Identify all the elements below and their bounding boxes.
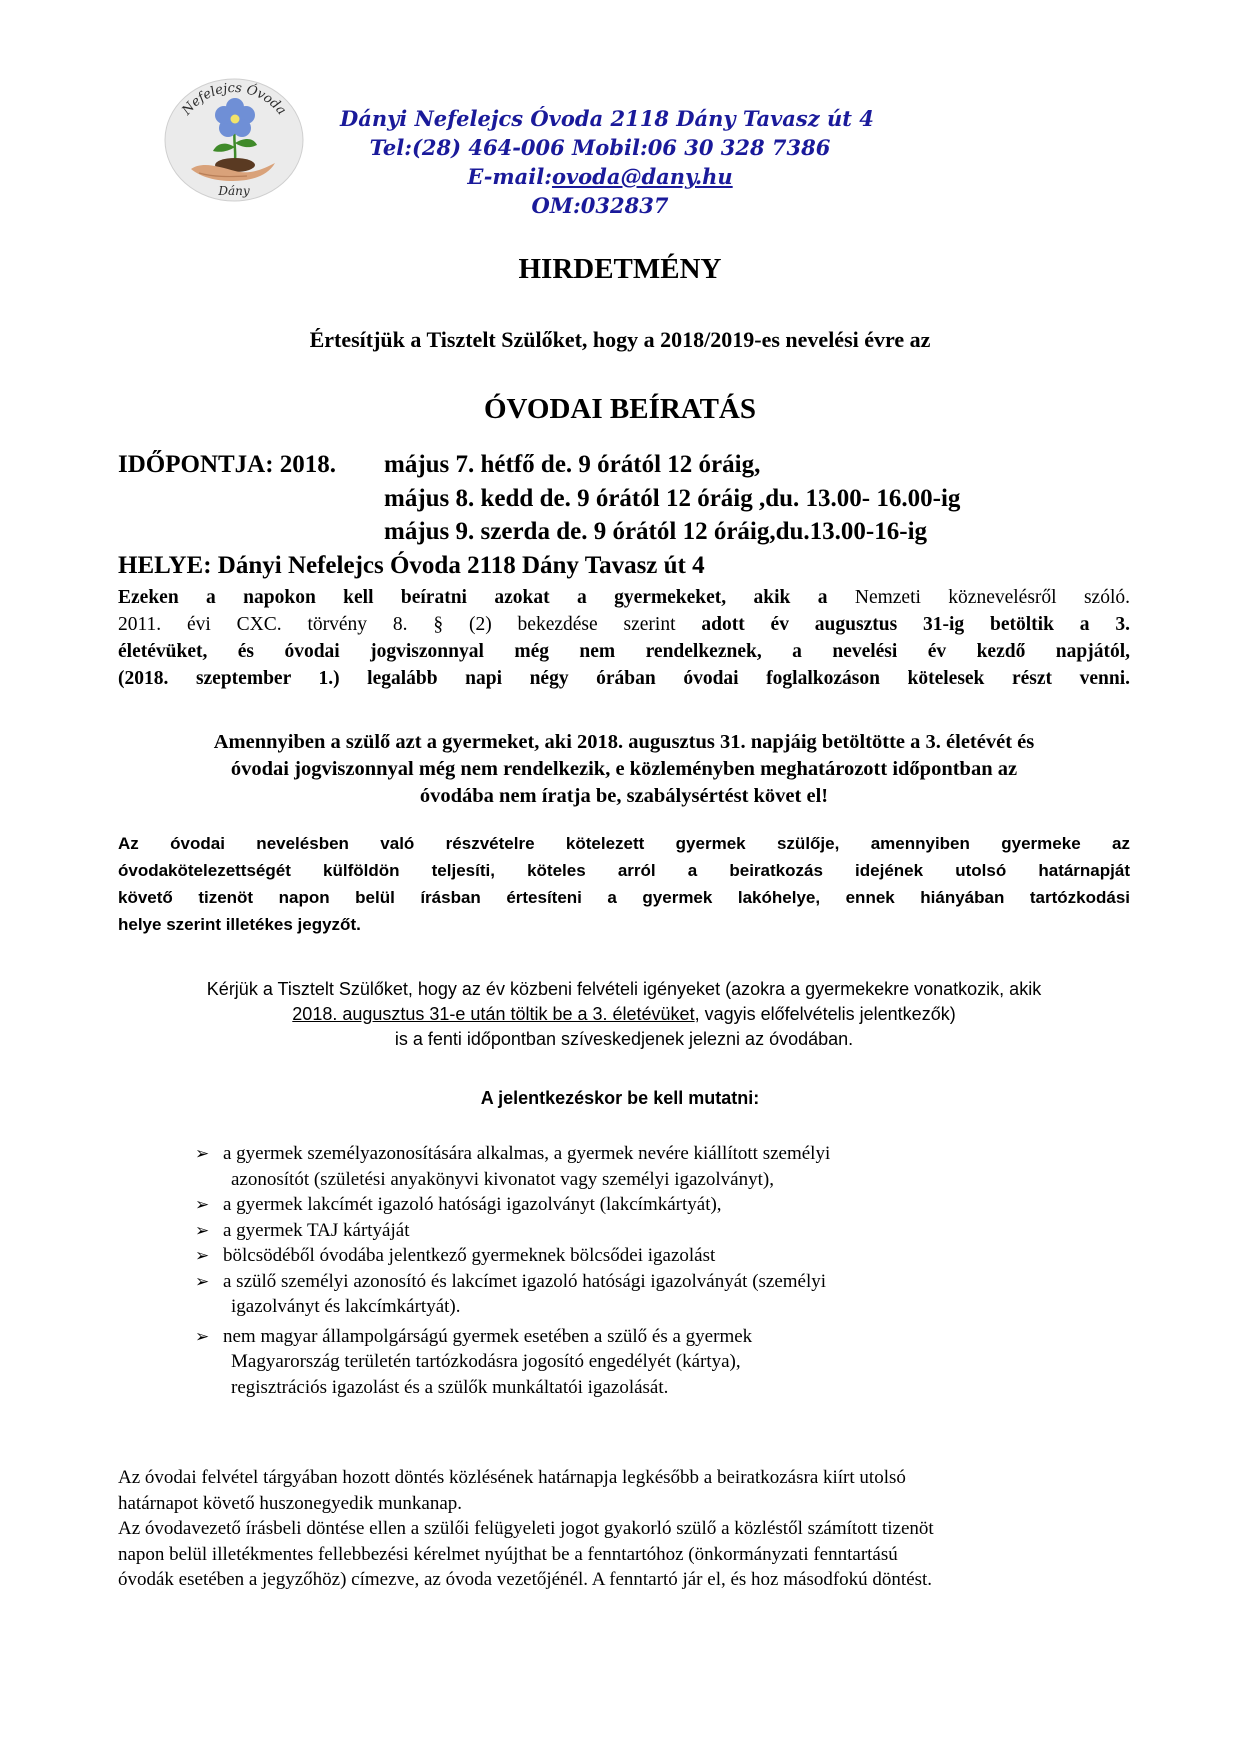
subtitle: Értesítjük a Tisztelt Szülőket, hogy a 2018/2019-es nevelési évre az (309, 327, 931, 352)
notice-line: Az óvodai nevelésben való részvételre kötelezett gyermek szülője, amennyiben gyermeke az (118, 834, 1130, 853)
list-item: ➢ bölcsödéből óvodába jelentkező gyermeknek bölcsődei igazolást (195, 1243, 995, 1269)
footer-line: határnapot követő huszonegyedik munkanap. (118, 1492, 463, 1514)
request-paragraph (118, 977, 1130, 1052)
schedule-row: május 9. szerda de. 9 órától 12 óráig,du.13.00-16-ig (384, 518, 928, 545)
notice-line: helye szerint illetékes jegyzőt. (118, 915, 361, 934)
paragraph-line: (2018. szeptember 1.) legalább napi négy órában óvodai foglalkozáson kötelesek részt venni. (118, 668, 1130, 689)
notice-line: Amennyiben a szülő azt a gyermeket, aki 2018. augusztus 31. napjáig betöltötte a 3. életévét és (213, 731, 1035, 753)
request-line: 2018. augusztus 31-e után töltik be a 3. életévüket, vagyis előfelvételis jelentkezők) (292, 1004, 956, 1024)
schedule-place: HELYE: Dányi Nefelejcs Óvoda 2118 Dány Tavasz út 4 (118, 552, 705, 579)
footer-paragraph (118, 1465, 1130, 1593)
arrow-bullet-icon: ➢ (195, 1144, 210, 1163)
header-om: OM:032837 (531, 193, 669, 218)
header-phone: Tel:(28) 464-006 Mobil:06 30 328 7386 (369, 135, 831, 160)
logo-arc-text: Nefelejcs Óvoda (179, 80, 289, 119)
paragraph-line: életévüket, és óvodai jogviszonnyal még nem rendelkeznek, a nevelési év kezdő napjától, (118, 641, 1130, 662)
email-prefix: E-mail: (467, 164, 552, 189)
arrow-bullet-icon: ➢ (195, 1195, 210, 1214)
penalty-notice (118, 729, 1130, 810)
notice-line: óvodakötelezettségét külföldön teljesíti, köteles arról a beiratkozás idejének utolsó határnapját (118, 861, 1130, 880)
footer-line: napon belül illetékmentes fellebbezési kérelmet nyújthat be a fenntartóhoz (önkormányzati fenntartású (118, 1543, 898, 1565)
footer-line: Az óvodavezető írásbeli döntése ellen a szülői felügyeleti jogot gyakorló szülő a közléstől számított tizenöt (118, 1518, 934, 1539)
schedule-label: IDŐPONTJA: 2018. (118, 451, 337, 478)
notice-line: óvodai jogviszonnyal még nem rendelkezik, e közleményben meghatározott időpontban az (230, 758, 1018, 780)
arrow-bullet-icon: ➢ (195, 1271, 210, 1291)
logo-bottom-text: Dány (218, 184, 250, 198)
notice-line: óvodába nem íratja be, szabálysértést követ el! (419, 785, 829, 807)
abroad-notice (118, 830, 1130, 938)
header-email (340, 164, 860, 189)
schedule-row: május 8. kedd de. 9 órától 12 óráig ,du. 13.00- 16.00-ig (384, 485, 961, 512)
list-item: ➢ nem magyar állampolgárságú gyermek esetében a szülő és a gyermek Magyarország területén tartózkodásra jogosító engedélyét (kártya), regisztrációs igazolást és a szülők munkáltatói igazolását. (195, 1325, 753, 1398)
list-item: ➢ a szülő személyi azonosító és lakcímet igazoló hatósági igazolványát (személyi igazolványt és lakcímkártyát). (195, 1270, 827, 1317)
headline: ÓVODAI BEÍRATÁS (483, 393, 757, 425)
requirements-list (195, 1141, 995, 1400)
arrow-bullet-icon: ➢ (195, 1220, 210, 1240)
page-title: HIRDETMÉNY (518, 253, 722, 285)
request-line: is a fenti időpontban szíveskedjenek jelezni az óvodában. (394, 1029, 854, 1049)
list-item: ➢ a gyermek személyazonosítására alkalmas, a gyermek nevére kiállított személyi azonosítót (születési anyakönyvi kivonatot vagy személyi igazolványt), (195, 1143, 831, 1190)
schedule-row: május 7. hétfő de. 9 órától 12 óráig, (384, 451, 761, 478)
footer-line: óvodák esetében a jegyzőhöz) címezve, az óvoda vezetőjénél. A fenntartó jár el, és hoz másodfokú döntést. (118, 1569, 933, 1590)
paragraph-line: Ezeken a napokon kell beíratni azokat a gyermekeket, akik a Nemzeti köznevelésről szóló. (118, 587, 1130, 608)
list-item: ➢ a gyermek TAJ kártyáját (195, 1218, 995, 1244)
paragraph-line: 2011. évi CXC. törvény 8. § (2) bekezdése szerint adott év augusztus 31-ig betöltik a 3. (118, 614, 1130, 635)
request-line: Kérjük a Tisztelt Szülőket, hogy az év közbeni felvételi igényeket (azokra a gyermekekre vonatkozik, akik (206, 979, 1042, 999)
list-item: ➢ a gyermek lakcímét igazoló hatósági igazolványt (lakcímkártyát), (195, 1192, 995, 1218)
email-link[interactable]: ovoda@dany.hu (551, 164, 733, 189)
enrollment-paragraph (118, 584, 1130, 692)
arrow-bullet-icon: ➢ (195, 1246, 210, 1265)
footer-line: Az óvodai felvétel tárgyában hozott döntés közlésének határnapja legkésőbb a beiratkozásra kiírt utolsó (118, 1467, 906, 1488)
arrow-bullet-icon: ➢ (195, 1326, 210, 1346)
header-address: Dányi Nefelejcs Óvoda 2118 Dány Tavasz út 4 (340, 106, 874, 131)
requirements-title: A jelentkezéskor be kell mutatni: (480, 1088, 760, 1108)
notice-line: követő tizenöt napon belül írásban értesíteni a gyermek lakóhelye, ennek hiányában tartózkodási (118, 888, 1130, 907)
kindergarten-logo (163, 77, 305, 203)
